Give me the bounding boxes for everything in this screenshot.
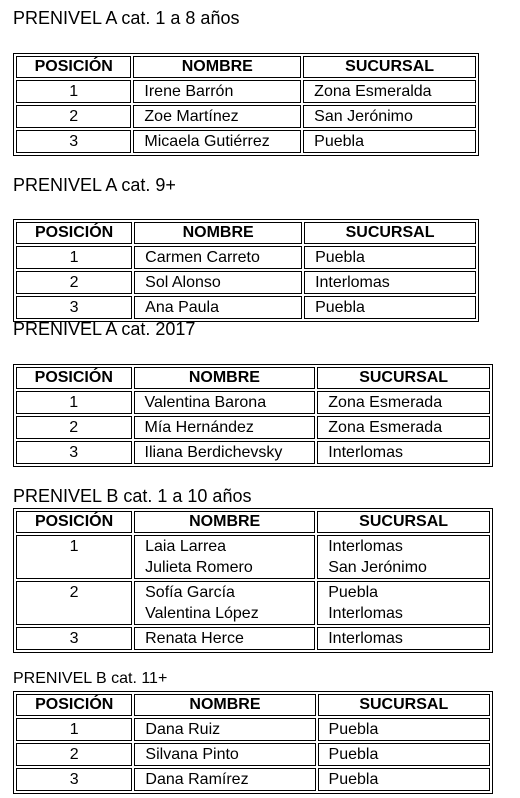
name-line: Sofía García bbox=[145, 584, 235, 601]
section-title: PRENIVEL B cat. 1 a 10 años bbox=[13, 486, 252, 506]
header-row bbox=[16, 694, 490, 716]
col-header-branch: SUCURSAL bbox=[304, 222, 476, 244]
section-title: PRENIVEL A cat. 1 a 8 años bbox=[13, 8, 240, 28]
name-cell: Renata Herce bbox=[134, 627, 315, 650]
position-cell: 1 bbox=[16, 391, 132, 414]
results-table bbox=[13, 691, 493, 794]
branch-cell bbox=[317, 581, 490, 625]
table-row bbox=[16, 581, 490, 625]
table-row bbox=[16, 246, 476, 269]
name-cell: Dana Ruiz bbox=[134, 718, 315, 741]
branch-cell: Zona Esmerada bbox=[317, 416, 490, 439]
position-cell: 3 bbox=[16, 627, 132, 650]
position-cell: 1 bbox=[16, 535, 132, 579]
col-header-position: POSICIÓN bbox=[16, 367, 132, 389]
name-cell: Ana Paula bbox=[134, 296, 302, 319]
branch-cell: Zona Esmerada bbox=[317, 391, 490, 414]
name-cell: Micaela Gutiérrez bbox=[133, 130, 301, 153]
name-cell: Irene Barrón bbox=[133, 80, 301, 103]
position-cell: 2 bbox=[16, 271, 132, 294]
position-cell: 2 bbox=[16, 105, 131, 128]
position-cell: 3 bbox=[16, 130, 131, 153]
branch-cell: Puebla bbox=[318, 768, 490, 791]
branch-cell: Puebla bbox=[318, 718, 490, 741]
header-row bbox=[16, 222, 476, 244]
results-table bbox=[13, 364, 493, 467]
header-row bbox=[16, 56, 476, 78]
name-line: Valentina López bbox=[145, 605, 259, 622]
col-header-name: NOMBRE bbox=[134, 367, 316, 389]
section-title: PRENIVEL A cat. 9+ bbox=[13, 175, 176, 195]
name-line: Julieta Romero bbox=[145, 559, 253, 576]
col-header-name: NOMBRE bbox=[133, 56, 301, 78]
name-cell: Zoe Martínez bbox=[133, 105, 301, 128]
branch-cell: Puebla bbox=[318, 743, 490, 766]
section-title: PRENIVEL B cat. 11+ bbox=[13, 670, 168, 687]
col-header-name: NOMBRE bbox=[134, 222, 302, 244]
results-table bbox=[13, 53, 479, 156]
name-cell: Valentina Barona bbox=[134, 391, 316, 414]
branch-cell: Interlomas bbox=[317, 627, 490, 650]
branch-cell: Zona Esmeralda bbox=[303, 80, 476, 103]
name-cell: Carmen Carreto bbox=[134, 246, 302, 269]
table-row bbox=[16, 296, 476, 319]
position-cell: 1 bbox=[16, 80, 131, 103]
position-cell: 1 bbox=[16, 246, 132, 269]
branch-cell: Puebla bbox=[303, 130, 476, 153]
col-header-name: NOMBRE bbox=[134, 694, 315, 716]
table-row bbox=[16, 718, 490, 741]
col-header-position: POSICIÓN bbox=[16, 222, 132, 244]
table-row bbox=[16, 743, 490, 766]
branch-line: Puebla bbox=[328, 584, 379, 601]
position-cell: 2 bbox=[16, 743, 132, 766]
position-cell: 1 bbox=[16, 718, 132, 741]
position-cell: 2 bbox=[16, 416, 132, 439]
table-row bbox=[16, 441, 490, 464]
table-row bbox=[16, 105, 476, 128]
table-row bbox=[16, 535, 490, 579]
header-row bbox=[16, 367, 490, 389]
col-header-name: NOMBRE bbox=[134, 511, 315, 533]
name-line: Laia Larrea bbox=[145, 538, 227, 555]
branch-cell: Interlomas bbox=[317, 441, 490, 464]
position-cell: 3 bbox=[16, 768, 132, 791]
col-header-branch: SUCURSAL bbox=[318, 694, 490, 716]
results-table bbox=[13, 508, 493, 653]
table-row bbox=[16, 416, 490, 439]
col-header-branch: SUCURSAL bbox=[317, 511, 490, 533]
results-table bbox=[13, 219, 479, 322]
branch-cell: Puebla bbox=[304, 296, 476, 319]
name-cell: Dana Ramírez bbox=[134, 768, 315, 791]
name-cell bbox=[134, 581, 315, 625]
header-row bbox=[16, 511, 490, 533]
col-header-position: POSICIÓN bbox=[16, 56, 131, 78]
col-header-branch: SUCURSAL bbox=[317, 367, 490, 389]
table-row bbox=[16, 130, 476, 153]
name-cell: Mía Hernández bbox=[134, 416, 316, 439]
branch-cell: San Jerónimo bbox=[303, 105, 476, 128]
section-title: PRENIVEL A cat. 2017 bbox=[13, 319, 196, 339]
table-row bbox=[16, 627, 490, 650]
branch-cell: Interlomas bbox=[304, 271, 476, 294]
col-header-position: POSICIÓN bbox=[16, 511, 132, 533]
branch-cell: Puebla bbox=[304, 246, 476, 269]
name-cell: Silvana Pinto bbox=[134, 743, 315, 766]
branch-line: Interlomas bbox=[328, 538, 403, 555]
table-row bbox=[16, 80, 476, 103]
branch-line: Interlomas bbox=[328, 605, 403, 622]
position-cell: 2 bbox=[16, 581, 132, 625]
table-row bbox=[16, 271, 476, 294]
name-cell: Iliana Berdichevsky bbox=[134, 441, 316, 464]
position-cell: 3 bbox=[16, 296, 132, 319]
col-header-position: POSICIÓN bbox=[16, 694, 132, 716]
position-cell: 3 bbox=[16, 441, 132, 464]
table-row bbox=[16, 391, 490, 414]
col-header-branch: SUCURSAL bbox=[303, 56, 476, 78]
name-cell bbox=[134, 535, 315, 579]
branch-line: San Jerónimo bbox=[328, 559, 427, 576]
table-row bbox=[16, 768, 490, 791]
branch-cell bbox=[317, 535, 490, 579]
name-cell: Sol Alonso bbox=[134, 271, 302, 294]
